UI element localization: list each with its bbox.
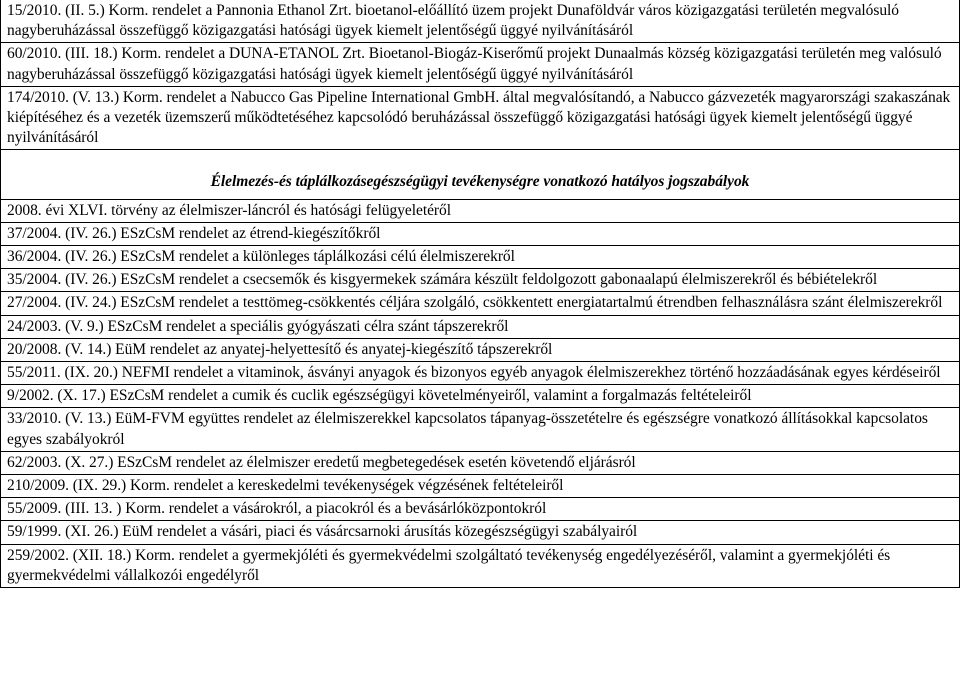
section-heading-row (1, 150, 960, 199)
table-row (1, 451, 960, 474)
regulation-entry: 15/2010. (II. 5.) Korm. rendelet a Pannonia Ethanol Zrt. bioetanol-előállító üzem projekt Dunaföldvár város közigazgatási területén megvalósuló nagyberuházással összefüggő közigazgatási hatósági ügyek kiemelt jelentőségű üggyé nyilvánításáról (1, 0, 960, 43)
table-row (1, 338, 960, 361)
regulation-entry: 37/2004. (IV. 26.) ESzCsM rendelet az étrend-kiegészítőkről (1, 222, 960, 245)
table-row (1, 222, 960, 245)
regulation-entry: 36/2004. (IV. 26.) ESzCsM rendelet a különleges táplálkozási célú élelmiszerekről (1, 246, 960, 269)
table-row (1, 86, 960, 150)
table-row (1, 408, 960, 451)
regulation-entry: 259/2002. (XII. 18.) Korm. rendelet a gyermekjóléti és gyermekvédelmi szolgáltató tevékenység engedélyezéséről, valamint a gyermekjóléti és gyermekvédelmi vállalkozói engedélyről (1, 544, 960, 587)
table-row (1, 199, 960, 222)
table-row (1, 498, 960, 521)
regulation-entry: 20/2008. (V. 14.) EüM rendelet az anyatej-helyettesítő és anyatej-kiegészítő tápszerekről (1, 338, 960, 361)
table-row (1, 475, 960, 498)
section-heading: Élelmezés-és táplálkozásegészségügyi tevékenységre vonatkozó hatályos jogszabályok (1, 150, 960, 199)
table-row (1, 315, 960, 338)
table-row (1, 246, 960, 269)
regulation-entry: 27/2004. (IV. 24.) ESzCsM rendelet a testtömeg-csökkentés céljára szolgáló, csökkentett energiatartalmú étrendben felhasználásra szánt élelmiszerekről (1, 292, 960, 315)
regulation-entry: 55/2009. (III. 13. ) Korm. rendelet a vásárokról, a piacokról és a bevásárlóközpontokról (1, 498, 960, 521)
regulation-entry: 62/2003. (X. 27.) ESzCsM rendelet az élelmiszer eredetű megbetegedések esetén követendő eljárásról (1, 451, 960, 474)
regulation-entry: 24/2003. (V. 9.) ESzCsM rendelet a speciális gyógyászati célra szánt tápszerekről (1, 315, 960, 338)
regulation-entry: 174/2010. (V. 13.) Korm. rendelet a Nabucco Gas Pipeline International GmbH. által megvalósítandó, a Nabucco gázvezeték magyarországi szakaszának kiépítéséhez és a vezeték üzemszerű működtetéséhez kapcsolódó beruházással összefüggő közigazgatási hatósági ügyek kiemelt jelentőségű üggyé nyilvánításáról (1, 86, 960, 150)
table-row (1, 362, 960, 385)
table-row (1, 0, 960, 43)
regulation-entry: 9/2002. (X. 17.) ESzCsM rendelet a cumik és cuclik egészségügyi követelményeiről, valamint a forgalmazás feltételeiről (1, 385, 960, 408)
regulation-entry: 59/1999. (XI. 26.) EüM rendelet a vásári, piaci és vásárcsarnoki árusítás közegészségügyi szabályairól (1, 521, 960, 544)
regulation-entry: 2008. évi XLVI. törvény az élelmiszer-láncról és hatósági felügyeletéről (1, 199, 960, 222)
regulation-entry: 33/2010. (V. 13.) EüM-FVM együttes rendelet az élelmiszerekkel kapcsolatos tápanyag-összetételre és egészségre vonatkozó állításokkal kapcsolatos egyes szabályokról (1, 408, 960, 451)
regulation-entry: 55/2011. (IX. 20.) NEFMI rendelet a vitaminok, ásványi anyagok és bizonyos egyéb anyagok élelmiszerekhez történő hozzáadásának egyes kérdéseiről (1, 362, 960, 385)
table-row (1, 385, 960, 408)
table-row (1, 292, 960, 315)
table-row (1, 269, 960, 292)
regulation-entry: 35/2004. (IV. 26.) ESzCsM rendelet a csecsemők és kisgyermekek számára készült feldolgozott gabonaalapú élelmiszerekről és bébiételekről (1, 269, 960, 292)
table-row (1, 521, 960, 544)
table-row (1, 544, 960, 587)
table-row (1, 43, 960, 86)
regulation-entry: 210/2009. (IX. 29.) Korm. rendelet a kereskedelmi tevékenységek végzésének feltételeiről (1, 475, 960, 498)
regulation-entry: 60/2010. (III. 18.) Korm. rendelet a DUNA-ETANOL Zrt. Bioetanol-Biogáz-Kiserőmű projekt Dunaalmás község közigazgatási területén meg valósuló nagyberuházással összefüggő közigazgatási hatósági ügyek kiemelt jelentőségű üggyé nyilvánításáról (1, 43, 960, 86)
